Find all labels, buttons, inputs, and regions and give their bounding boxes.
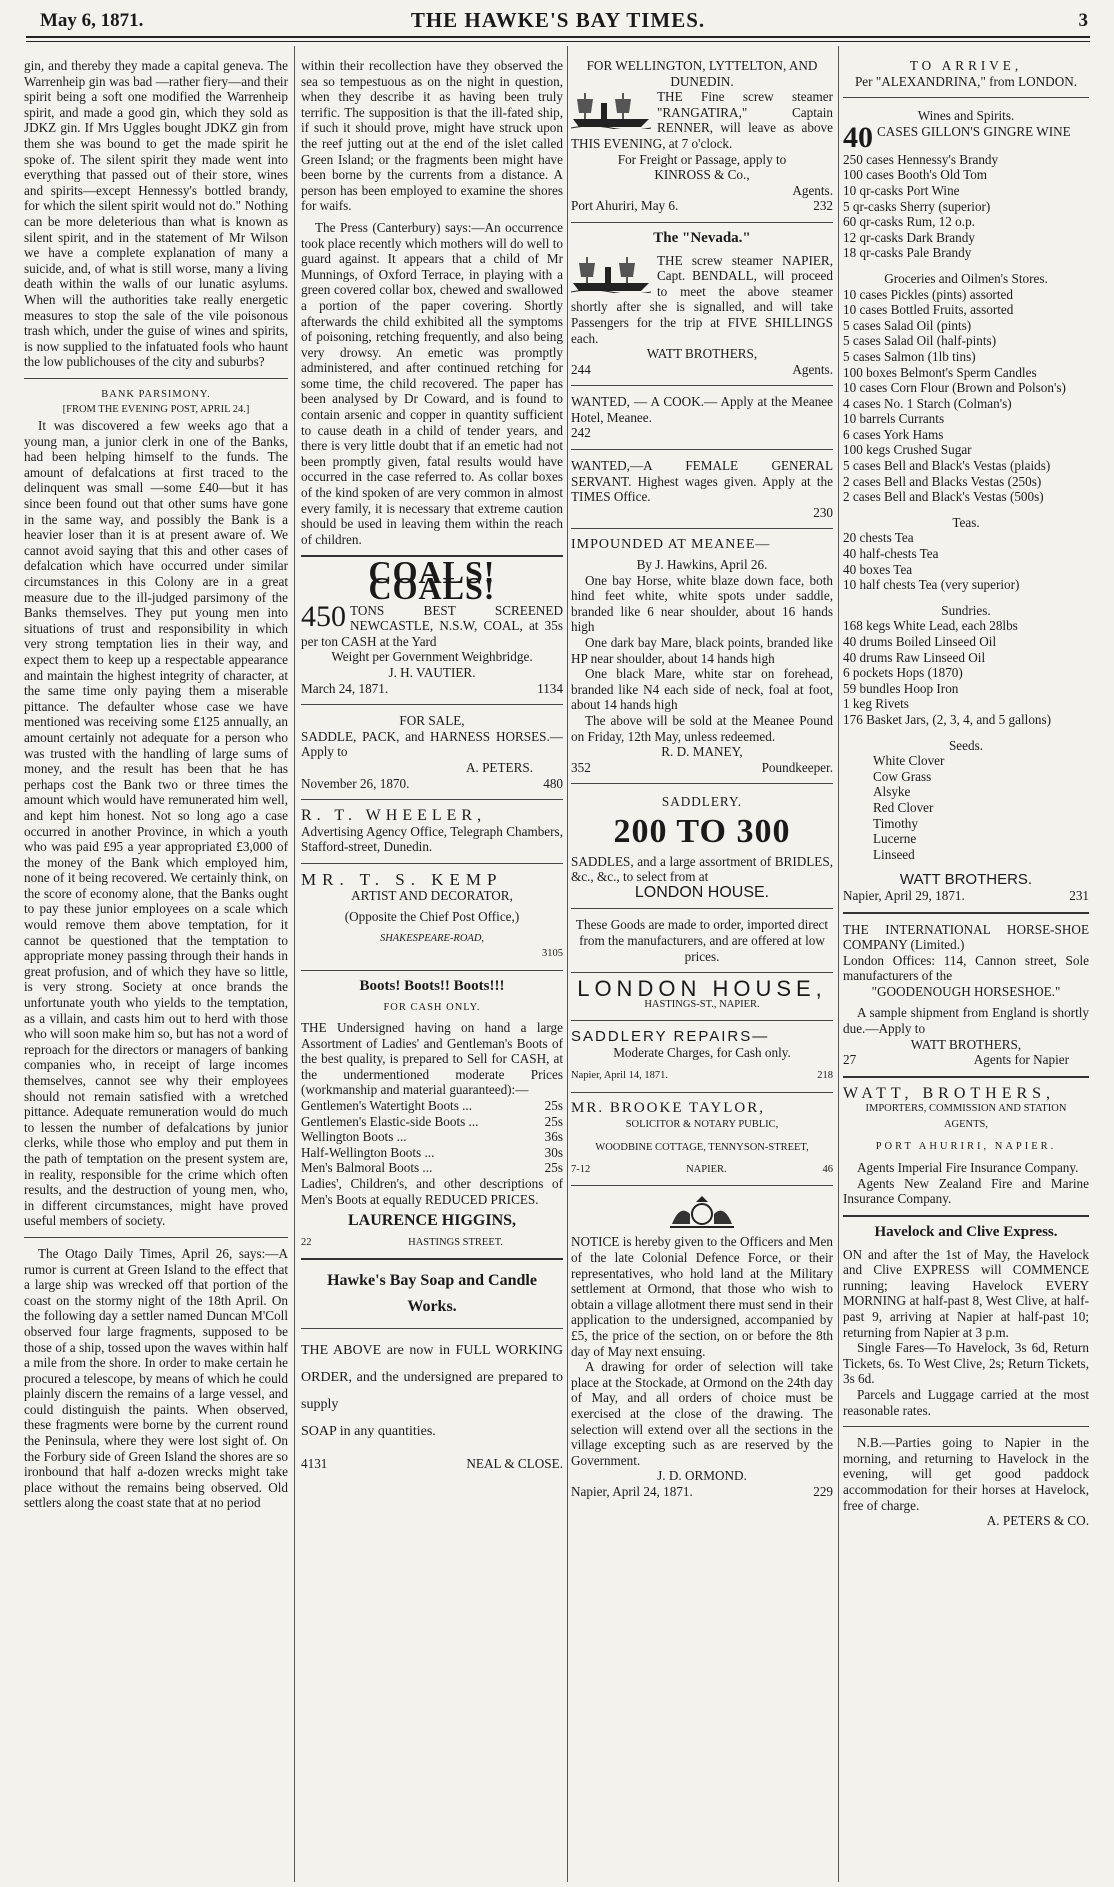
stock-line: 59 bundles Hoop Iron: [843, 680, 959, 696]
divider: [571, 385, 833, 386]
stock-line: 6 pockets Hops (1870): [843, 665, 963, 681]
ad-text: SOAP in any quantities.: [301, 1424, 436, 1440]
ad-number: 352: [571, 759, 591, 775]
ad-role: Poundkeeper.: [761, 759, 833, 775]
ad-text: One dark bay Mare, black points, branded like HP near shoulder, about 14 hands high: [571, 635, 833, 666]
divider: [301, 704, 563, 705]
ad-signature: A. PETERS & CO.: [986, 1513, 1089, 1529]
article-text: The Otago Daily Times, April 26, says:—A rumor is current at Green Island to the effect that a large ship was wrecked off that portion of the coast on the stormy night of the 18th April. On the following day a settler named Duncan M'Coll observed four large fragments, supposed to be those of a ship, tossed upon the waves within half a mile from the shore. In order to make certain he procured a telescope, by means of which he could plainly discern the remains of a large vessel, and could distinguish the paints. When observed, these fragments were borne by the current round the Peninsula, where they were lost sight of. On the Forbury side of Green Island the shores are so ironbound that half a-dozen wrecks might take place without the remains being observed. Old settlers along the coast state that at no period: [24, 1245, 288, 1511]
ad-heading: SADDLERY REPAIRS—: [571, 1028, 770, 1046]
price-row: Half-Wellington Boots ... 30s: [301, 1144, 563, 1160]
section-heading: Teas.: [952, 514, 980, 530]
ad-address: PORT AHURIRI, NAPIER.: [875, 1140, 1057, 1152]
ad-date: Port Ahuriri, May 6.: [571, 198, 679, 214]
stock-line: CASES GILLON'S GINGRE WINE: [877, 123, 1071, 139]
stock-list: [843, 753, 1089, 862]
divider: [571, 449, 833, 450]
section-heading: Seeds.: [948, 737, 984, 753]
divider: [24, 1237, 288, 1238]
stock-line: 5 qr-casks Sherry (superior): [843, 198, 991, 214]
price-row: Gentlemen's Watertight Boots ... 25s: [301, 1098, 563, 1114]
stock-list: [843, 618, 1089, 727]
ad-number: 27: [843, 1052, 857, 1068]
ad-text: SADDLES, and a large assortment of BRIDLES, &c., &c., to select from at: [571, 853, 833, 885]
stock-line: 10 cases Corn Flour (Brown and Polson's): [843, 380, 1066, 396]
divider: [301, 970, 563, 971]
ad-heading: IMPOUNDED AT MEANEE—: [571, 537, 771, 553]
ad-signature: R. D. MANEY,: [661, 744, 743, 760]
ad-text: SOLICITOR & NOTARY PUBLIC,: [625, 1118, 779, 1130]
steamship-icon: [571, 89, 651, 129]
ad-text: The above will be sold at the Meanee Pound on Friday, 12th May, unless redeemed.: [571, 712, 833, 744]
ad-signature: KINROSS & Co.,: [654, 167, 750, 183]
divider: [571, 972, 833, 973]
stock-line: 250 cases Hennessy's Brandy: [843, 151, 999, 167]
stock-line: 4 cases No. 1 Starch (Colman's): [843, 395, 1012, 411]
ad-heading: TO ARRIVE,: [909, 58, 1023, 73]
stock-list: [843, 530, 1089, 592]
stock-line: Lucerne: [873, 831, 917, 847]
ad-date: November 26, 1870.: [301, 775, 410, 791]
ad-number: 46: [822, 1163, 833, 1175]
article-source: [FROM THE EVENING POST, APRIL 24.]: [62, 404, 250, 416]
ad-text: Agents Imperial Fire Insurance Company.: [857, 1160, 1079, 1176]
stock-line: 40 drums Boiled Linseed Oil: [843, 634, 997, 649]
ad-text: These Goods are made to order, imported direct from the manufacturers, and are offered at low prices.: [575, 917, 829, 964]
ad-date: Napier, April 29, 1871.: [843, 887, 965, 903]
ad-text: A drawing for order of selection will take place at the Stockade, at Ormond on the 24th day of May, and all orders of choice must be exercised at the close of the drawing. The selection will extend over all the sections in the village excepting such as are reserved by the Government.: [571, 1359, 833, 1468]
column-4: [843, 58, 1089, 1880]
ad-text: For Freight or Passage, apply to: [617, 151, 787, 167]
ad-heading: WATT, BROTHERS,: [843, 1084, 1056, 1102]
ad-text: A sample shipment from England is shortly due.—Apply to: [843, 1005, 1089, 1037]
ad-signature: WATT BROTHERS,: [910, 1036, 1022, 1052]
section-heading: Groceries and Oilmen's Stores.: [884, 270, 1048, 286]
ad-code: 7-12: [571, 1163, 591, 1175]
stock-line: 100 kegs Crushed Sugar: [843, 442, 972, 458]
ad-address: HASTINGS-ST., NAPIER.: [644, 998, 760, 1010]
ad-heading: COALS! COALS!: [368, 554, 496, 606]
ad-date: Napier, April 14, 1871.: [571, 1070, 668, 1082]
ad-number: 218: [817, 1070, 833, 1082]
ad-text: Moderate Charges, for Cash only.: [613, 1044, 791, 1060]
ad-signature: J. H. VAUTIER.: [388, 664, 476, 680]
newspaper-title: THE HAWKE'S BAY TIMES.: [410, 8, 706, 32]
divider: [24, 378, 288, 379]
ad-text: Ladies', Children's, and other descriptions of Men's Boots at equally REDUCED PRICES.: [301, 1176, 563, 1207]
masthead-rule-thin: [26, 41, 1090, 42]
divider: [843, 1076, 1089, 1078]
stock-line: 6 cases York Hams: [843, 426, 944, 442]
ad-heading: SADDLERY.: [661, 794, 743, 810]
stock-line: Alsyke: [873, 784, 911, 800]
ad-text: SADDLE, PACK, and HARNESS HORSES.—Apply to: [301, 728, 563, 760]
ad-text: By J. Hawkins, April 26.: [636, 557, 768, 573]
ad-heading: THE INTERNATIONAL HORSE-SHOE COMPANY (Limited.): [843, 921, 1089, 953]
ad-text: THE ABOVE are now in FULL WORKING ORDER, and the undersigned are prepared to supply: [301, 1343, 563, 1413]
stock-line: 40 half-chests Tea: [843, 546, 939, 562]
stock-line: 10 cases Bottled Fruits, assorted: [843, 302, 1014, 318]
stock-line: 40 boxes Tea: [843, 561, 913, 577]
divider: [571, 528, 833, 529]
stock-line: 10 qr-casks Port Wine: [843, 182, 960, 198]
stock-line: 1 keg Rivets: [843, 696, 909, 712]
ad-signature: NEAL & CLOSE.: [466, 1455, 563, 1471]
divider: [571, 783, 833, 784]
ad-role: Agents for Napier: [973, 1052, 1069, 1068]
stock-line: 2 cases Bell and Blacks Vestas (250s): [843, 473, 1042, 489]
ad-number: 232: [813, 198, 833, 214]
drop-number: 40: [843, 120, 873, 154]
ad-text: THE Fine screw steamer "RANGATIRA," Captain RENNER, will leave as above THIS EVENING, at 7 o'clock.: [571, 89, 833, 151]
royal-crest-icon: [662, 1194, 742, 1230]
divider: [571, 908, 833, 909]
stock-line: 40 drums Raw Linseed Oil: [843, 649, 986, 665]
ad-text: Weight per Government Weighbridge.: [331, 649, 533, 665]
ad-address: HASTINGS STREET.: [408, 1236, 503, 1248]
column-divider: [567, 46, 568, 1882]
ad-text: THE screw steamer NAPIER, Capt. BENDALL, will proceed to meet the above steamer shortly after she is signalled, and will take Passengers for the trip at FIVE SHILLINGS each.: [571, 252, 833, 346]
divider: [843, 912, 1089, 914]
ad-text: ON and after the 1st of May, the Havelock and Clive EXPRESS will COMMENCE running; leaving Havelock EVERY MORNING at half-past 8, West Clive, at half-past 9, arriving at Napier at half-past 10; returning from Napier at 3 p.m.: [843, 1246, 1089, 1340]
stock-line: 168 kegs White Lead, each 28lbs: [843, 618, 1018, 634]
price-row: Wellington Boots ... 36s: [301, 1129, 563, 1145]
ad-text: WANTED,—A FEMALE GENERAL SERVANT. Highest wages given. Apply at the TIMES Office.: [571, 458, 833, 505]
stock-list: [843, 287, 1089, 505]
ad-number: 1134: [537, 680, 563, 696]
article-text: The Press (Canterbury) says:—An occurrence took place recently which mothers will do well to guard against. It appears that a child of Mr Munnings, of Oxford Terrace, in playing with a green covered collar box, chewed and swallowed a portion of the paper covering. Shortly afterwards the child exhibited all the symptoms of poisoning, retching frequently, and also being very drowsy. An emetic was promptly administered, and after continued retching for some time, the child recovered. The paper has been analysed by Dr Coward, and is found to contain arsenic and copper in quantity sufficient to cause death in a child of tender years, and there is very little doubt that if an emetic had not been promptly given, fatal results would have occurred in the case referred to. As collar boxes of the kind spoken of are very common in almost every family, it is necessary that extreme caution should be used in leaving them within the reach of children.: [301, 219, 563, 547]
stock-line: 10 cases Pickles (pints) assorted: [843, 286, 1013, 302]
column-divider: [838, 46, 839, 1882]
column-3: [571, 58, 833, 1880]
ad-text: LONDON HOUSE.: [634, 883, 770, 901]
ad-signature: J. D. ORMOND.: [657, 1468, 747, 1484]
ad-heading: Havelock and Clive Express.: [874, 1224, 1058, 1240]
ad-text: Per "ALEXANDRINA," from LONDON.: [854, 73, 1078, 89]
steamship-icon: [571, 253, 651, 293]
price-row: Gentlemen's Elastic-side Boots ... 25s: [301, 1113, 563, 1129]
divider: [571, 1092, 833, 1093]
ad-text: One black Mare, white star on forehead, branded like N4 each side of neck, foal at foot, about 14 hands high: [571, 666, 833, 713]
divider: [843, 1215, 1089, 1217]
article-text: within their recollection have they observed the sea so tempestuous as on the night in question, when they describe it as having been truly terrific. The supposition is that the ill-fated ship, if such it should prove, might have struck upon the reef jutting out at the end of the islet called Green Island; or the fragments been might have been borne by the currents from a distance. A person has been employed to examine the shores for waifs.: [301, 58, 563, 214]
ad-number: 244: [571, 361, 591, 377]
ad-date: March 24, 1871.: [301, 680, 389, 696]
divider: [571, 1185, 833, 1186]
divider: [571, 1020, 833, 1021]
price-list: [301, 1098, 563, 1176]
stock-line: Linseed: [873, 846, 915, 862]
ad-text: Parcels and Luggage carried at the most reasonable rates.: [843, 1386, 1089, 1418]
stock-line: 20 chests Tea: [843, 530, 914, 546]
ad-heading: MR. BROOKE TAYLOR,: [571, 1100, 765, 1117]
stock-line: 2 cases Bell and Black's Vestas (500s): [843, 489, 1044, 505]
stock-line: 60 qr-casks Rum, 12 o.p.: [843, 214, 975, 230]
ad-text: One bay Horse, white blaze down face, both hind feet white, white spots under saddle, branded like 6 near shoulder, about 16 hands high: [571, 572, 833, 635]
ad-number: 22: [301, 1236, 312, 1248]
divider: [843, 97, 1089, 98]
ad-number: 4131: [301, 1455, 328, 1471]
stock-line: 100 boxes Belmont's Sperm Candles: [843, 364, 1037, 380]
divider: [843, 1426, 1089, 1427]
ad-text: THE Undersigned having on hand a large Assortment of Ladies' and Gentleman's Boots of the best quality, is prepared to Sell for CASH, at the undermentioned moderate Prices (workmanship and material guaranteed):—: [301, 1020, 563, 1098]
divider: [571, 222, 833, 223]
ad-signature: WATT BROTHERS,: [646, 346, 758, 362]
ad-subheading: FOR CASH ONLY.: [383, 1002, 481, 1014]
ad-address: NAPIER.: [686, 1163, 727, 1175]
ad-text: Agents New Zealand Fire and Marine Insurance Company.: [843, 1175, 1089, 1207]
ad-heading: The "Nevada.": [653, 229, 751, 246]
article-text: gin, and thereby they made a capital geneva. The Warrenheip gin was bad —rather fiery—and their spirit being a soft one modified the Warrenheip spirit, and made a good gin, which they sold as JDKZ gin. If Mrs Uggles bought JDKZ gin from them she was bound to get the made spirit he spoke of. The silent spirit they made went into everything that passed out of their store, wines and spirits—except Hennessy's bottled brandy, for which the silent spirit would not do." Nothing can be more deleterious than what is known as silent spirit, and in the statement of Mr Wilson we have a complete explanation of many a suicide, and, of what is still worse, many a living death within the walls of our lunatic asylums. When will the authorities take really energetic measures to stop the sale of the vile poisonous trash which, under the guise of wines and spirits, is now supplied to the infatuated fools who haunt the low publichouses of the city and suburbs?: [24, 58, 288, 370]
stock-line: 10 half chests Tea (very superior): [843, 577, 1020, 593]
ad-signature: A. PETERS.: [465, 759, 533, 775]
ad-role: Agents.: [792, 182, 833, 198]
ad-number: 3105: [542, 948, 563, 960]
section-heading: Sundries.: [941, 602, 991, 618]
ad-number: 229: [813, 1483, 833, 1499]
section-heading: Wines and Spirits.: [917, 108, 1015, 124]
issue-date: May 6, 1871.: [40, 10, 144, 31]
ad-heading: MR. T. S. KEMP: [301, 869, 503, 889]
ad-text: Advertising Agency Office, Telegraph Chambers, Stafford-street, Dunedin.: [301, 823, 563, 855]
divider: [301, 863, 563, 864]
ad-heading: LONDON HOUSE,: [577, 976, 827, 1002]
stock-line: 18 qr-casks Pale Brandy: [843, 245, 972, 261]
ad-text: WANTED, — A COOK.— Apply at the Meanee Hotel, Meanee.: [571, 394, 833, 425]
ad-signature: LAURENCE HIGGINS,: [347, 1212, 517, 1230]
ad-number: 231: [1069, 887, 1089, 903]
ad-number: 480: [543, 775, 563, 791]
masthead: [28, 4, 1088, 32]
stock-line: Timothy: [873, 815, 918, 831]
stock-list: [843, 152, 1089, 261]
ad-date: Napier, April 24, 1871.: [571, 1483, 693, 1499]
divider: [301, 1258, 563, 1260]
ad-text: London Offices: 114, Cannon street, Sole manufacturers of the: [843, 952, 1089, 984]
ad-role: Agents.: [792, 361, 833, 377]
ad-number: 230: [813, 504, 833, 520]
stock-line: 5 cases Salmon (1lb tins): [843, 348, 976, 364]
ad-text: SHAKESPEARE-ROAD,: [379, 932, 485, 944]
ad-text: Single Fares—To Havelock, 3s 6d, Return Tickets, 6s. To West Clive, 2s; Return Tickets, 3s 6d.: [843, 1340, 1089, 1387]
stock-line: Cow Grass: [873, 768, 932, 784]
divider: [301, 799, 563, 800]
stock-line: 10 barrels Currants: [843, 411, 945, 427]
column-divider: [294, 46, 295, 1882]
price-row: Men's Balmoral Boots ... 25s: [301, 1160, 563, 1176]
page-number: 3: [1078, 10, 1088, 31]
stock-line: 100 cases Booth's Old Tom: [843, 167, 988, 183]
ad-text: TONS BEST SCREENED NEWCASTLE, N.S.W, COAL, at 35s per ton CASH at the Yard: [301, 602, 563, 649]
stock-line: 5 cases Bell and Black's Vestas (plaids): [843, 458, 1051, 474]
column-2: [301, 58, 563, 1880]
ad-text: "GOODENOUGH HORSESHOE.": [871, 983, 1061, 999]
stock-line: 5 cases Salad Oil (pints): [843, 317, 972, 333]
stock-line: White Clover: [873, 753, 945, 769]
ad-address: WOODBINE COTTAGE, TENNYSON-STREET,: [595, 1142, 809, 1154]
stock-line: 12 qr-casks Dark Brandy: [843, 229, 975, 245]
column-1: [24, 58, 288, 1880]
ad-big-number: 200 TO 300: [613, 812, 791, 850]
masthead-rule: [26, 36, 1090, 38]
article-title: BANK PARSIMONY.: [101, 388, 211, 400]
ad-heading: FOR WELLINGTON, LYTTELTON, AND DUNEDIN.: [586, 58, 818, 89]
ad-text: ARTIST AND DECORATOR,: [351, 887, 513, 903]
stock-line: 176 Basket Jars, (2, 3, 4, and 5 gallons): [843, 711, 1052, 727]
ad-signature: WATT BROTHERS.: [899, 871, 1033, 889]
ad-text: NOTICE is hereby given to the Officers and Men of the late Colonial Defence Force, or their representatives, who hold land at the Military settlement at Ormond, that those who wish to obtain a village allotment there must send in their application to the undersigned, accompanied by £5, the price of the section, on or before the 8th day of May next ensuing.: [571, 1234, 833, 1359]
stock-line: Red Clover: [873, 799, 934, 815]
ad-heading: FOR SALE,: [399, 713, 465, 729]
ad-number: 242: [571, 425, 591, 441]
stock-line: 5 cases Salad Oil (half-pints): [843, 333, 997, 349]
ad-heading: Boots! Boots!! Boots!!!: [359, 977, 505, 994]
drop-number: 450: [301, 599, 346, 633]
article-text: It was discovered a few weeks ago that a young man, a junior clerk in one of the Banks, had been helping himself to the funds. The amount of defalcations at first traced to the delinquent was small —some £40—but it has since been found out that other sums have gone in the same way, and possibly the Bank is a heavier loser than it is at present aware of. We cannot avoid saying that this and other cases of defalcation which have occurred under similar circumstances in this Colony are in a great measure due to the ill-judged parsimony of the Banks themselves. They put young men into situations of trust and responsibility in which very strong temptation lies in their way, and expect them to keep up a respectable appearance and maintain the highest integrity of character, at the same time only paying them a miserable pittance. The defaulter whose case we have mentioned was receiving some £125 annually, an amount certainly not adequate for a person who was trusted with the handling of large sums of money, and the result has been that he has perhaps cost the Bank two or three times the amount which would have remunerated him well, and kept him honest. Not so long ago a case occurred in another Province, in which a youth who was paid £95 a year appropriated £3,000 of the money of the Bank which employed him, none of it being recovered. We certainly think, on the score of economy alone, that the Banks ought to pay these junior employees on a scale which would remove them above temptation, for it cannot be questioned that the temptation to appropriate money passing through their hands in great profusion, and of which they have so little, is very strong. Society at once brands the unfortunate youth who yields to the temptation, as a villain, and casts him out to herd with those who will soon make him so, but has not a word of reproach for the directors or managers of banking companies who, in receipt of large incomes themselves, cannot see why their employees should not remain satisfied with a wretched pittance. Adequate remuneration would do much to lessen the number of defalcations by junior clerks, while those who employ and put them in the path of temptation on the present system are, in reality, responsible for the crime which often results, and the destruction of young men, who, in different circumstances, might have proved useful members of society.: [24, 418, 288, 1229]
ad-text: IMPORTERS, COMMISSION AND STATION AGENTS,: [865, 1103, 1067, 1131]
ad-text: N.B.—Parties going to Napier in the morning, and returning to Havelock in the evening, will get good paddock accommodation for their horses at Havelock, free of charge.: [843, 1435, 1089, 1513]
divider: [301, 1328, 563, 1329]
ad-heading: R. T. WHEELER,: [301, 807, 487, 825]
ad-text: (Opposite the Chief Post Office,): [344, 909, 520, 925]
ad-heading: Hawke's Bay Soap and Candle Works.: [327, 1272, 537, 1316]
